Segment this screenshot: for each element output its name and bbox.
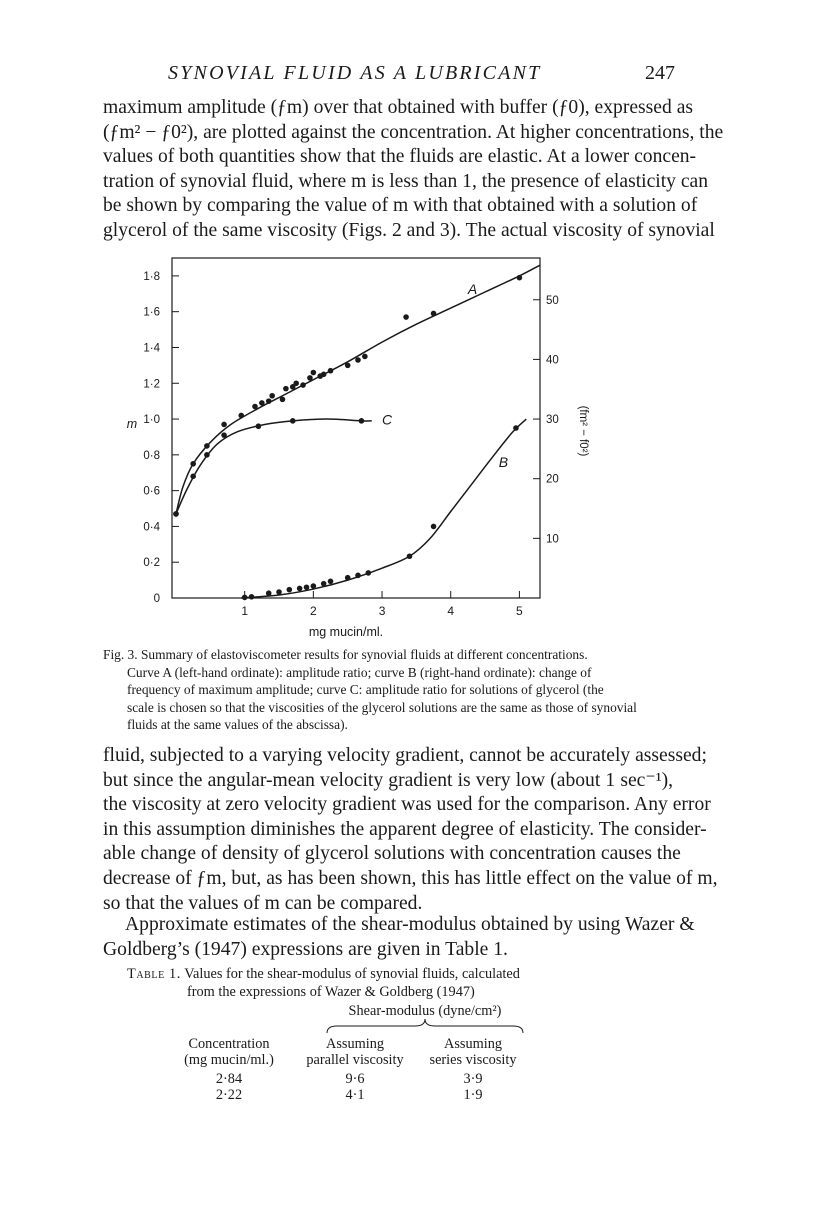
text-line: decrease of ƒm, but, as has been shown, this has little effect on the value of m, [103, 867, 718, 889]
text-line: the viscosity at zero velocity gradient was used for the comparison. Any error [103, 794, 711, 816]
text-line: fluid, subjected to a varying velocity gradient, cannot be accurately assessed; [103, 745, 707, 766]
table-caption [0, 965, 816, 1001]
data-point-a [204, 443, 210, 449]
col-header-parallel-sub: parallel viscosity [306, 1052, 404, 1068]
data-point-a [280, 397, 286, 403]
data-point-a [300, 382, 306, 388]
data-point-a [355, 357, 361, 363]
data-point-a [259, 400, 265, 406]
data-point-a [269, 393, 275, 399]
curve-c [176, 419, 372, 514]
data-point-b [513, 425, 519, 431]
chart-svg [100, 252, 620, 642]
table-caption-line-1 [0, 965, 816, 983]
col-header-series-sub: series viscosity [429, 1052, 517, 1068]
data-point-c [359, 418, 365, 424]
data-point-b [366, 570, 372, 576]
col-header-parallel: Assuming [326, 1036, 384, 1052]
paragraph-3 [103, 913, 695, 962]
table-label: Table 1. [127, 966, 181, 982]
data-point-a [311, 370, 317, 376]
data-point-b [311, 583, 317, 589]
data-point-a [190, 461, 196, 467]
data-point-b [328, 578, 334, 584]
left-tick-label: 1·4 [143, 342, 160, 355]
data-point-a [345, 363, 351, 369]
data-point-c [290, 418, 296, 424]
caption-line: scale is chosen so that the viscosities of the glycerol solutions are the same as those of synovial [127, 699, 637, 715]
header-brace [325, 1016, 525, 1036]
text-line: glycerol of the same viscosity (Figs. 2 and 3). The actual viscosity of synovial [103, 219, 715, 241]
data-point-a [238, 413, 244, 419]
caption-line: Curve A (left-hand ordinate): amplitude ratio; curve B (right-hand ordinate): change of [127, 664, 592, 680]
left-tick-label: 0 [153, 593, 160, 605]
data-point-b [266, 590, 272, 596]
x-tick-label: 3 [378, 604, 386, 618]
data-point-c [204, 452, 210, 458]
paragraph-2 [103, 744, 718, 916]
paragraph-1 [103, 96, 724, 244]
data-point-c [256, 423, 262, 429]
caption-line: Fig. 3. Summary of elastoviscometer results for synovial fluids at different concentrations. [103, 647, 588, 662]
data-point-a [431, 311, 437, 317]
text-line: be shown by comparing the value of m with that obtained with a solution of [103, 195, 698, 217]
curve-a [176, 265, 540, 514]
page-number: 247 [645, 62, 675, 84]
right-tick-label: 30 [546, 414, 559, 427]
data-point-a [283, 386, 289, 392]
left-axis-label: m [126, 417, 138, 431]
x-tick-label: 2 [310, 604, 317, 618]
left-tick-label: 1·6 [143, 306, 160, 319]
data-point-b [345, 575, 351, 581]
data-point-a [517, 275, 523, 281]
col-header-concentration: Concentration [188, 1036, 270, 1052]
data-point-a [307, 375, 313, 381]
left-tick-label: 1·8 [143, 270, 160, 283]
data-point-a [321, 372, 327, 378]
curve-b [241, 419, 526, 598]
data-point-a [252, 404, 258, 410]
data-point-c [173, 511, 179, 517]
figure-3 [100, 252, 620, 642]
text-line: able change of density of glycerol solutions with concentration causes the [103, 843, 681, 865]
text-line: values of both quantities show that the fluids are elastic. At a lower concen- [103, 146, 697, 168]
caption-line: frequency of maximum amplitude; curve C: amplitude ratio for solutions of glycerol (the [127, 682, 604, 698]
curve-label-c: C [382, 411, 393, 428]
text-line: (ƒm² − ƒ0²), are plotted against the concentration. At higher concentrations, the [103, 121, 724, 143]
data-point-a [362, 354, 368, 360]
data-point-b [304, 584, 310, 590]
right-axis-label: (fm² − f0²) [577, 405, 589, 457]
left-tick-label: 0·6 [143, 485, 160, 498]
text-line: so that the values of m can be compared. [103, 892, 423, 914]
data-point-b [276, 589, 282, 595]
data-point-a [293, 380, 299, 386]
right-tick-label: 40 [546, 354, 559, 367]
data-point-a [403, 314, 409, 320]
data-point-b [249, 594, 255, 600]
data-point-b [321, 581, 327, 587]
curve-label-a: A [467, 280, 478, 297]
x-tick-label: 4 [447, 604, 455, 618]
table-cell: 3·9 [463, 1071, 483, 1087]
running-header [0, 62, 816, 88]
data-point-b [407, 553, 413, 559]
x-tick-label: 5 [516, 604, 523, 618]
text-line: but since the angular-mean velocity gradient is very low (about 1 sec⁻¹), [103, 769, 673, 791]
left-tick-label: 1·0 [143, 414, 160, 427]
text-line: Goldberg’s (1947) expressions are given in Table 1. [103, 938, 508, 960]
left-tick-label: 1·2 [143, 378, 160, 391]
group-header: Shear-modulus (dyne/cm²) [348, 1003, 502, 1019]
left-tick-label: 0·4 [143, 521, 160, 534]
table-caption-text: Values for the shear-modulus of synovial fluids, calculated [184, 966, 520, 982]
table-cell: 4·1 [345, 1087, 365, 1103]
curve-label-b: B [498, 453, 509, 470]
figure-caption [103, 646, 673, 734]
text-line: tration of synovial fluid, where m is less than 1, the presence of elasticity can [103, 170, 709, 192]
x-tick-label: 1 [241, 604, 249, 618]
text-line: maximum amplitude (ƒm) over that obtained with buffer (ƒ0), expressed as [103, 97, 694, 118]
data-point-b [287, 587, 293, 593]
data-point-c [190, 474, 196, 480]
col-header-series: Assuming [444, 1036, 502, 1052]
table-cell: 2·22 [215, 1087, 243, 1103]
running-title: SYNOVIAL FLUID AS A LUBRICANT [168, 62, 542, 84]
table-cell: 2·84 [215, 1071, 243, 1087]
x-axis-label: mg mucin/ml. [308, 625, 384, 639]
data-point-a [266, 398, 272, 404]
left-tick-label: 0·2 [143, 557, 160, 570]
data-point-c [221, 432, 227, 438]
data-point-b [242, 595, 248, 601]
right-tick-label: 10 [546, 533, 559, 546]
col-header-concentration-unit: (mg mucin/ml.) [184, 1052, 274, 1068]
data-point-b [355, 573, 361, 579]
data-point-b [297, 586, 303, 592]
text-line: in this assumption diminishes the apparent degree of elasticity. The consider- [103, 818, 707, 840]
caption-line: fluids at the same values of the abscissa). [127, 717, 348, 733]
table-caption-line-2: from the expressions of Wazer & Goldberg (1947) [187, 984, 475, 1000]
data-point-a [328, 368, 334, 374]
right-tick-label: 50 [546, 294, 559, 307]
left-tick-label: 0·8 [143, 449, 160, 462]
data-point-a [221, 422, 227, 428]
table-cell: 9·6 [345, 1071, 365, 1087]
text-line: Approximate estimates of the shear-modulus obtained by using Wazer & [125, 914, 695, 935]
data-point-b [431, 524, 437, 530]
right-tick-label: 20 [546, 473, 559, 486]
table-cell: 1·9 [463, 1087, 483, 1103]
